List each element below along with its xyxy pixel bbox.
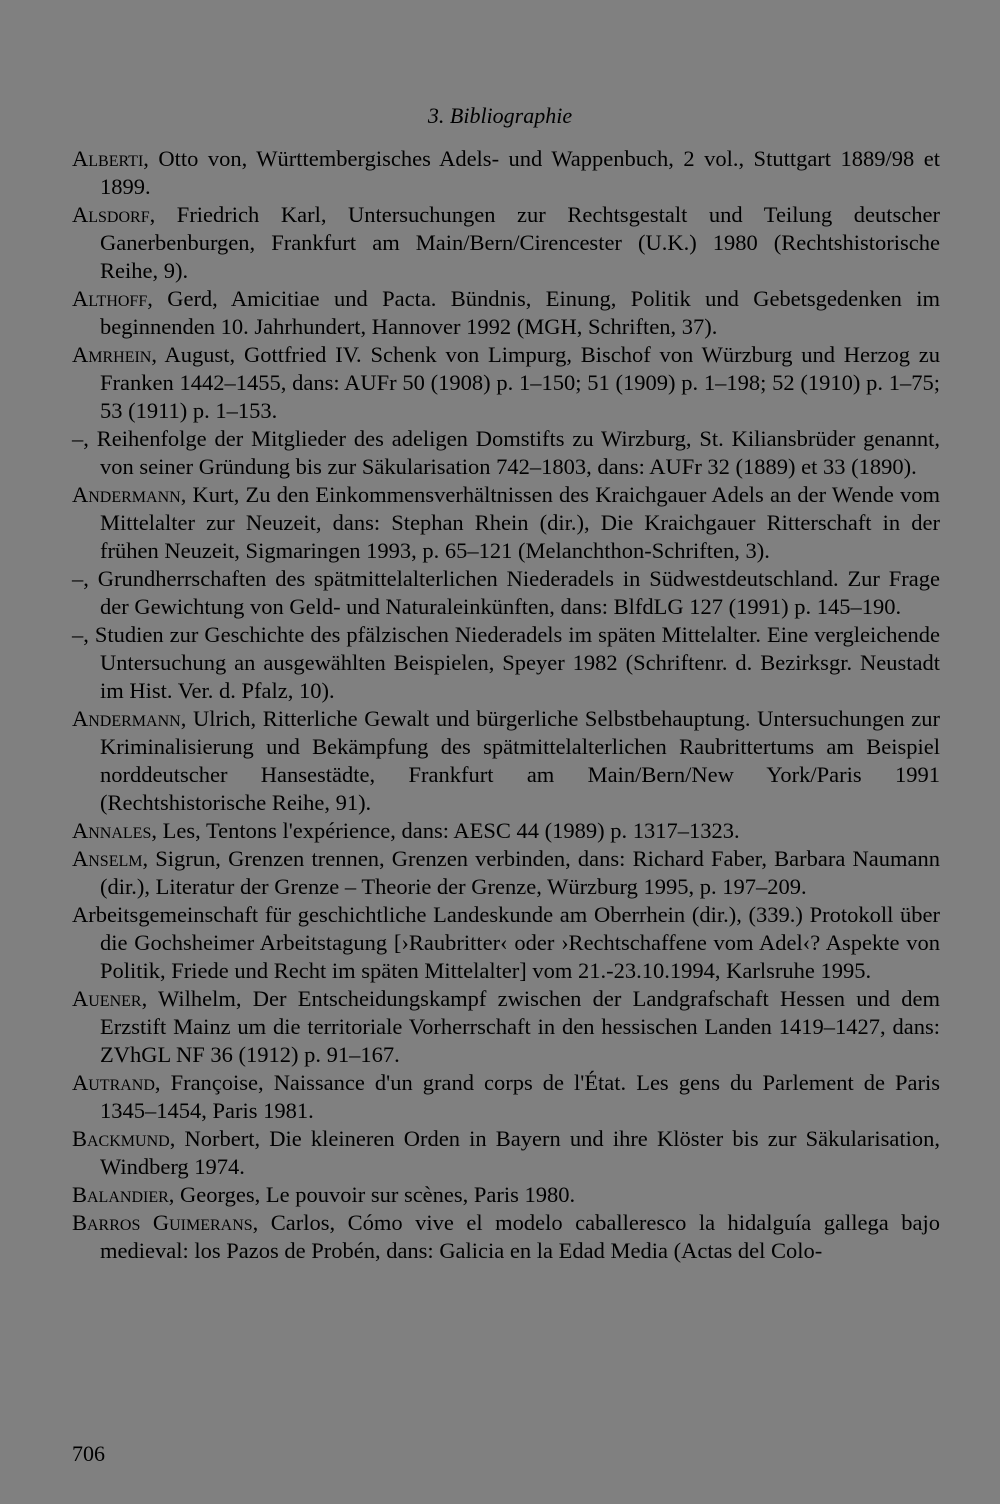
bibliography-entry [72, 425, 940, 481]
entry-author: Auener [72, 986, 142, 1011]
entry-text: , Friedrich Karl, Untersuchungen zur Rechtsgestalt und Teilung deutscher Ganerbenburgen, Frankfurt am Main/Bern/Cirencester (U.K.) 1980 (Rechtshistorische Reihe, 9). [100, 202, 940, 283]
entry-author: Annales [72, 818, 152, 843]
bibliography-entry [72, 145, 940, 201]
entry-text: , Sigrun, Grenzen trennen, Grenzen verbinden, dans: Richard Faber, Barbara Naumann (dir.), Literatur der Grenze – Theorie der Grenze, Würzburg 1995, p. 197–209. [100, 846, 940, 899]
entry-author: Amrhein [72, 342, 152, 367]
entry-author: Andermann [72, 706, 181, 731]
bibliography-entry [72, 1209, 940, 1265]
entry-author: Andermann [72, 482, 181, 507]
bibliography-entry [72, 285, 940, 341]
bibliography-entry [72, 985, 940, 1069]
bibliography-entry [72, 1125, 940, 1181]
entry-author: Barros Guimerans [72, 1210, 253, 1235]
entry-author: Balandier [72, 1182, 169, 1207]
entry-text: , Georges, Le pouvoir sur scènes, Paris 1980. [168, 1182, 576, 1207]
entry-text: , Kurt, Zu den Einkommensverhältnissen des Kraichgauer Adels an der Wende vom Mittelalter zur Neuzeit, dans: Stephan Rhein (dir.), Die Kraichgauer Ritterschaft in der frühen Neuzeit, Sigmaringen 1993, p. 65–121 (Melanchthon-Schriften, 3). [100, 482, 940, 563]
bibliography-entry [72, 845, 940, 901]
entry-text: –, Reihenfolge der Mitglieder des adeligen Domstifts zu Wirzburg, St. Kiliansbrüder genannt, von seiner Gründung bis zur Säkularisation 742–1803, dans: AUFr 32 (1889) et 33 (1890). [72, 426, 940, 479]
entry-text: , August, Gottfried IV. Schenk von Limpurg, Bischof von Würzburg und Herzog zu Franken 1442–1455, dans: AUFr 50 (1908) p. 1–150; 51 (1909) p. 1–198; 52 (1910) p. 1–75; 53 (1911) p. 1–153. [100, 342, 940, 423]
entry-text: , Les, Tentons l'expérience, dans: AESC 44 (1989) p. 1317–1323. [151, 818, 740, 843]
entry-text: , Norbert, Die kleineren Orden in Bayern und ihre Klöster bis zur Säkularisation, Windberg 1974. [100, 1126, 940, 1179]
entry-text: , Wilhelm, Der Entscheidungskampf zwischen der Landgrafschaft Hessen und dem Erzstift Mainz um die territoriale Vorherrschaft in den hessischen Landen 1419–1427, dans: ZVhGL NF 36 (1912) p. 91–167. [100, 986, 940, 1067]
entry-author: Alberti [72, 146, 144, 171]
bibliography-entry [72, 1069, 940, 1125]
entry-text: –, Studien zur Geschichte des pfälzischen Niederadels im späten Mittelalter. Eine vergleichende Untersuchung an ausgewählten Beispielen, Speyer 1982 (Schriftenr. d. Bezirksgr. Neustadt im Hist. Ver. d. Pfalz, 10). [72, 622, 940, 703]
bibliography-list [72, 145, 940, 1265]
entry-text: –, Grundherrschaften des spätmittelalterlichen Niederadels in Südwestdeutschland. Zur Frage der Gewichtung von Geld- und Naturaleinkünften, dans: BlfdLG 127 (1991) p. 145–190. [72, 566, 940, 619]
bibliography-entry [72, 565, 940, 621]
entry-text: , Gerd, Amicitiae und Pacta. Bündnis, Einung, Politik und Gebetsgedenken im beginnenden 10. Jahrhundert, Hannover 1992 (MGH, Schriften, 37). [100, 286, 940, 339]
bibliography-entry [72, 481, 940, 565]
bibliography-entry [72, 621, 940, 705]
section-heading: 3. Bibliographie [427, 103, 573, 128]
entry-author: Backmund [72, 1126, 170, 1151]
bibliography-entry [72, 817, 940, 845]
entry-text: , Otto von, Württembergisches Adels- und Wappenbuch, 2 vol., Stuttgart 1889/98 et 1899. [100, 146, 940, 199]
bibliography-entry [72, 341, 940, 425]
page-number: 706 [72, 1441, 105, 1466]
bibliography-entry [72, 901, 940, 985]
bibliography-entry [72, 705, 940, 817]
entry-author: Althoff [72, 286, 148, 311]
entry-text: , Françoise, Naissance d'un grand corps de l'État. Les gens du Parlement de Paris 1345–1454, Paris 1981. [100, 1070, 940, 1123]
bibliography-entry [72, 201, 940, 285]
entry-author: Anselm [72, 846, 143, 871]
entry-text: , Ulrich, Ritterliche Gewalt und bürgerliche Selbstbehauptung. Untersuchungen zur Kriminalisierung und Bekämpfung des spätmittelalterlichen Raubrittertums am Beispiel norddeutscher Hansestädte, Frankfurt am Main/Bern/New York/Paris 1991 (Rechtshistorische Reihe, 91). [100, 706, 940, 815]
entry-text: , Carlos, Cómo vive el modelo caballeresco la hidalguía gallega bajo medieval: los Pazos de Probén, dans: Galicia en la Edad Media (Actas del Colo- [100, 1210, 940, 1263]
entry-text: Arbeitsgemeinschaft für geschichtliche Landeskunde am Oberrhein (dir.), (339.) Protokoll über die Gochsheimer Arbeitstagung [›Raubritter‹ oder ›Rechtschaffene vom Adel‹? Aspekte von Politik, Friede und Recht im späten Mittelalter] vom 21.-23.10.1994, Karlsruhe 1995. [72, 902, 940, 983]
entry-author: Alsdorf [72, 202, 150, 227]
bibliography-entry [72, 1181, 940, 1209]
entry-author: Autrand [72, 1070, 155, 1095]
